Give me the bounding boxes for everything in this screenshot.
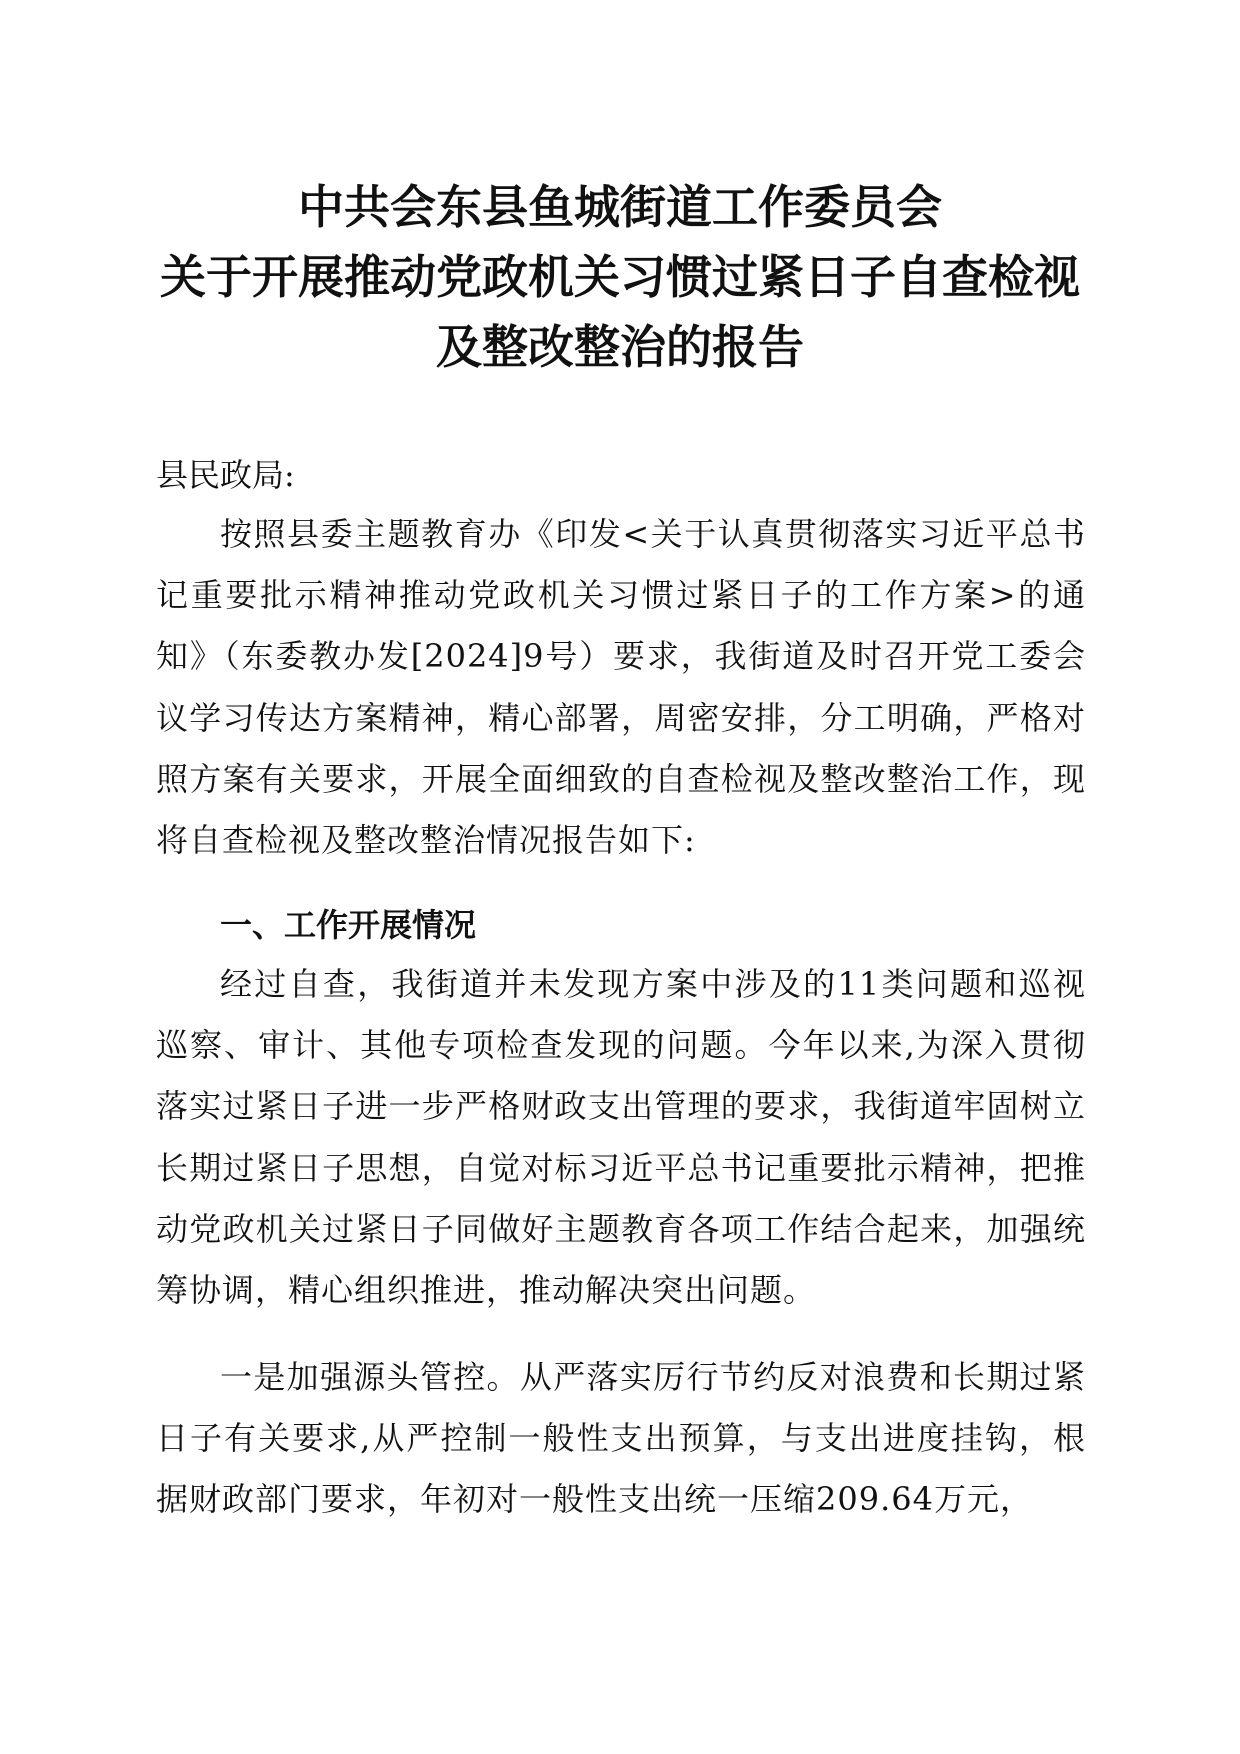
title-line-1: 中共会东县鱼城街道工作委员会: [298, 180, 942, 234]
section-heading: 一、工作开展情况: [220, 906, 477, 944]
salutation: 县民政局:: [156, 456, 295, 494]
document-title: [120, 172, 1120, 382]
intro-paragraph: 按照县委主题教育办《印发<关于认真贯彻落实习近平总书记重要批示精神推动党政机关习惯过紧日子的工作方案>的通知》（东委教办发[2024]9号）要求，我街道及时召开党工委会议学习传达方案精神，精心部署，周密安排，分工明确，严格对照方案有关要求，开展全面细致的自查检视及整改整治工作，现将自查检视及整改整治情况报告如下:: [156, 515, 1086, 860]
title-line-3: 及整改整治的报告: [436, 320, 804, 374]
point1-paragraph: 一是加强源头管控。从严落实厉行节约反对浪费和长期过紧日子有关要求,从严控制一般性支出预算，与支出进度挂钩，根据财政部门要求，年初对一般性支出统一压缩209.64万元，: [156, 1358, 1086, 1519]
section1-paragraph: 经过自查，我街道并未发现方案中涉及的11类问题和巡视巡察、审计、其他专项检查发现的问题。今年以来,为深入贯彻落实过紧日子进一步严格财政支出管理的要求，我街道牢固树立长期过紧日子思想，自觉对标习近平总书记重要批示精神，把推动党政机关过紧日子同做好主题教育各项工作结合起来，加强统筹协调，精心组织推进，推动解决突出问题。: [156, 965, 1086, 1310]
title-line-2: 关于开展推动党政机关习惯过紧日子自查检视: [160, 250, 1080, 304]
